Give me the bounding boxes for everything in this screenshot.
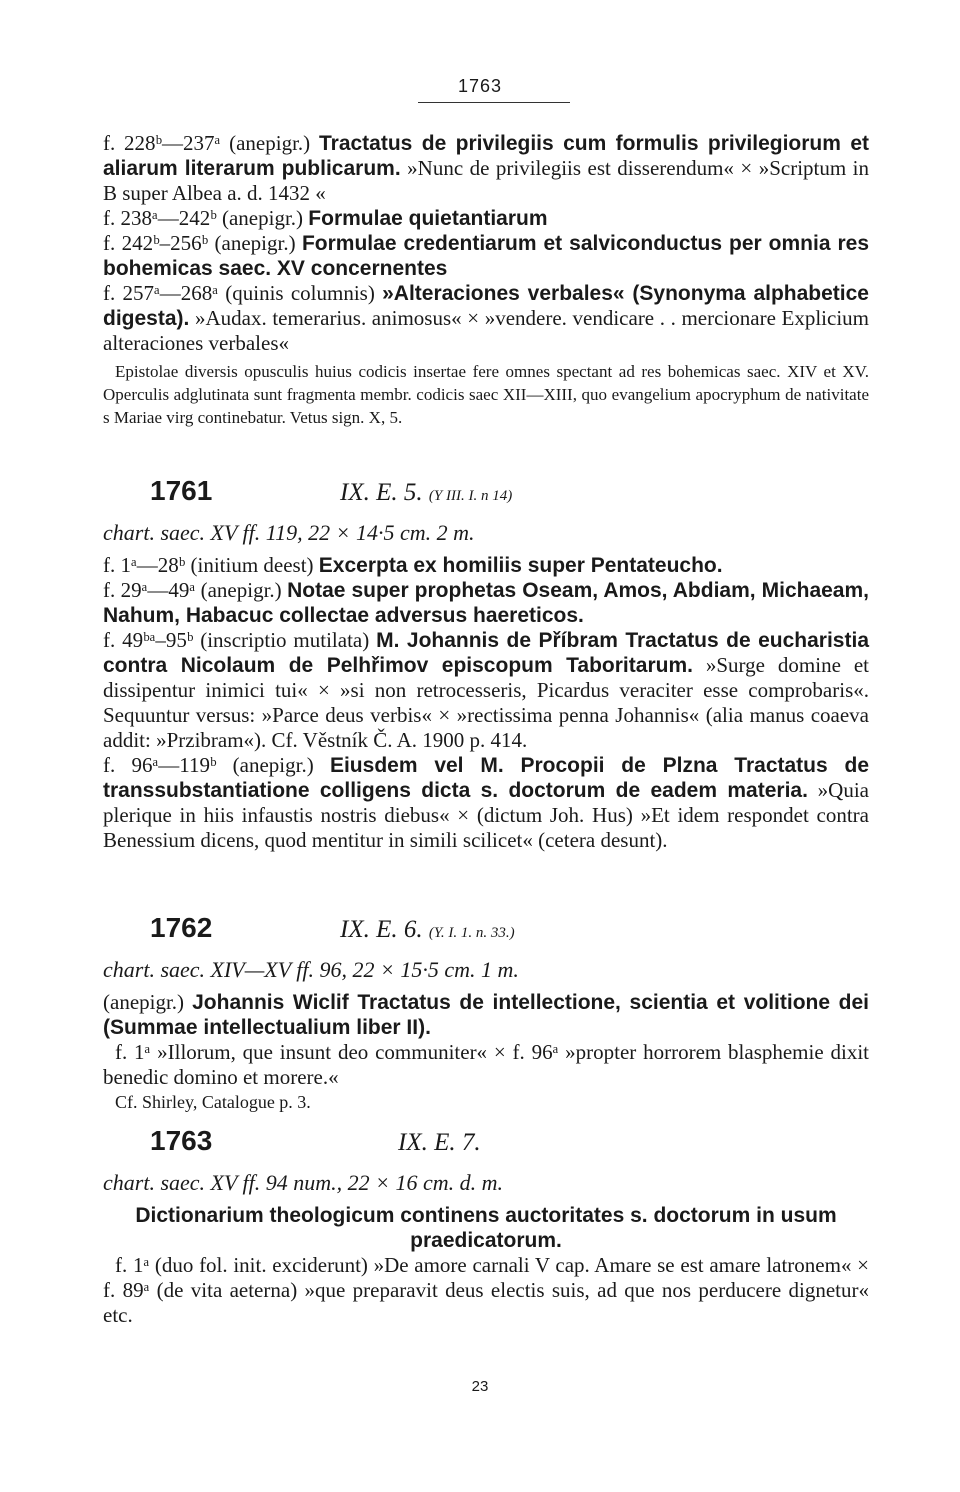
entry-header: [103, 475, 869, 518]
old-signature: (Y. I. 1. n. 33.): [428, 925, 515, 941]
physical-description: chart. saec. XV ff. 119, 22 × 14·5 cm. 2 m.: [103, 520, 475, 545]
codex-note: Epistolae diversis opusculis huius codicis insertae fere omnes spectant ad res bohemicas saec. XIV et XV. Operculis adglutinata sunt fragmenta membr. codicis saec XII—XIII, quo evangelium apocryphum de nativitate s Mariae virg continebatur. Vetus sign. X, 5.: [103, 362, 869, 427]
entry-1763: [103, 1125, 869, 1328]
entry-number: 1762: [150, 912, 213, 943]
entry-1761: [103, 475, 870, 853]
entry-title: Dictionarium theologicum continens auctoritates s. doctorum in usum praedicatorum.: [135, 1204, 837, 1252]
incipit-explicit: f. 1ᵃ »Illorum, que insunt deo communiter« × f. 96ᵃ »propter horrorem blasphemie dixit benedic domino et morere.«: [103, 1040, 869, 1089]
header-rule: [418, 102, 570, 103]
entry-1762: [103, 912, 870, 1115]
item-alteraciones-verbales: f. 257ᵃ—268ᵃ (quinis columnis) »Alteraciones verbales« (Synonyma alphabetice digesta). »Audax. temerarius. animosus« × »vendere. vendicare . . mercionare Explicium alteraciones verbales«: [103, 281, 869, 355]
content-item: f. 29ᵃ—49ᵃ (anepigr.) Notae super prophetas Oseam, Amos, Abdiam, Michaeam, Nahum, Habacuc collectae adversus haereticos.: [103, 578, 869, 627]
entry-title: (anepigr.) Johannis Wiclif Tractatus de intellectione, scientia et volitione dei (Summae intellectualium liber II).: [103, 990, 870, 1039]
top-block: [103, 131, 869, 429]
entry-header: [103, 912, 869, 955]
running-head: 1763: [457, 76, 503, 96]
item-tractatus-privilegiis: f. 228ᵇ—237ᵃ (anepigr.) Tractatus de privilegiis cum formulis privilegiorum et aliarum literarum publicarum. »Nunc de privilegiis est disserendum« × »Scriptum in B super Albea a. d. 1432 «: [103, 131, 869, 205]
page-number: 23: [471, 1378, 489, 1395]
old-signature: (Y III. I. n 14): [428, 488, 513, 504]
item-formulae-credentiarum: f. 242ᵇ–256ᵇ (anepigr.) Formulae credentiarum et salviconductus per omnia res bohemicas saec. XV concernentes: [103, 231, 870, 280]
physical-description: chart. saec. XIV—XV ff. 96, 22 × 15·5 cm. 1 m.: [103, 957, 519, 982]
entry-header: [103, 1125, 869, 1168]
content-item: f. 49ᵇᵃ–95ᵇ (inscriptio mutilata) M. Johannis de Příbram Tractatus de eucharistia contra Nicolaum de Pelhřimov episcopum Taboritarum. »Surge domine et dissipentur inimici tui« × »si non retrocesseris, Picardus veraciter esse comprobaris«. Sequuntur versus: »Parce deus verbis« × »rectissima penna Johannis« (alia manus coaeva addit: »Przibram«). Cf. Věstník Č. A. 1900 p. 414.: [103, 628, 869, 752]
shelf-signature: IX. E. 7.: [398, 1129, 481, 1156]
entry-number: 1761: [150, 475, 213, 506]
incipit-explicit: f. 1ᵃ (duo fol. init. exciderunt) »De amore carnali V cap. Amare se est amare latronem« × f. 89ᵃ (de vita aeterna) »que preparavit deus electis suis, ad que nos perducere dignetur« etc.: [103, 1253, 869, 1327]
shelf-signature: IX. E. 6. (Y. I. 1. n. 33.): [340, 916, 515, 943]
content-item: f. 96ᵃ—119ᵇ (anepigr.) Eiusdem vel M. Procopii de Plzna Tractatus de transsubstantiatione colligens dicta s. doctorum de eadem materia. »Quia plerique in hiis infaustis nostris diebus« × (dictum Joh. Hus) »Et idem respondet contra Benessium dicens, quod mentitur in simili scilicet« (cetera desunt).: [103, 753, 870, 852]
shelf-signature: IX. E. 5. (Y III. I. n 14): [340, 479, 513, 506]
citation: Cf. Shirley, Catalogue p. 3.: [115, 1092, 311, 1112]
entry-number: 1763: [150, 1125, 213, 1156]
content-item: f. 1ᵃ—28ᵇ (initium deest) Excerpta ex homiliis super Pentateucho.: [103, 553, 723, 577]
item-formulae-quietantiarum: f. 238ᵃ—242ᵇ (anepigr.) Formulae quietantiarum: [103, 206, 548, 230]
physical-description: chart. saec. XV ff. 94 num., 22 × 16 cm. d. m.: [103, 1170, 504, 1195]
